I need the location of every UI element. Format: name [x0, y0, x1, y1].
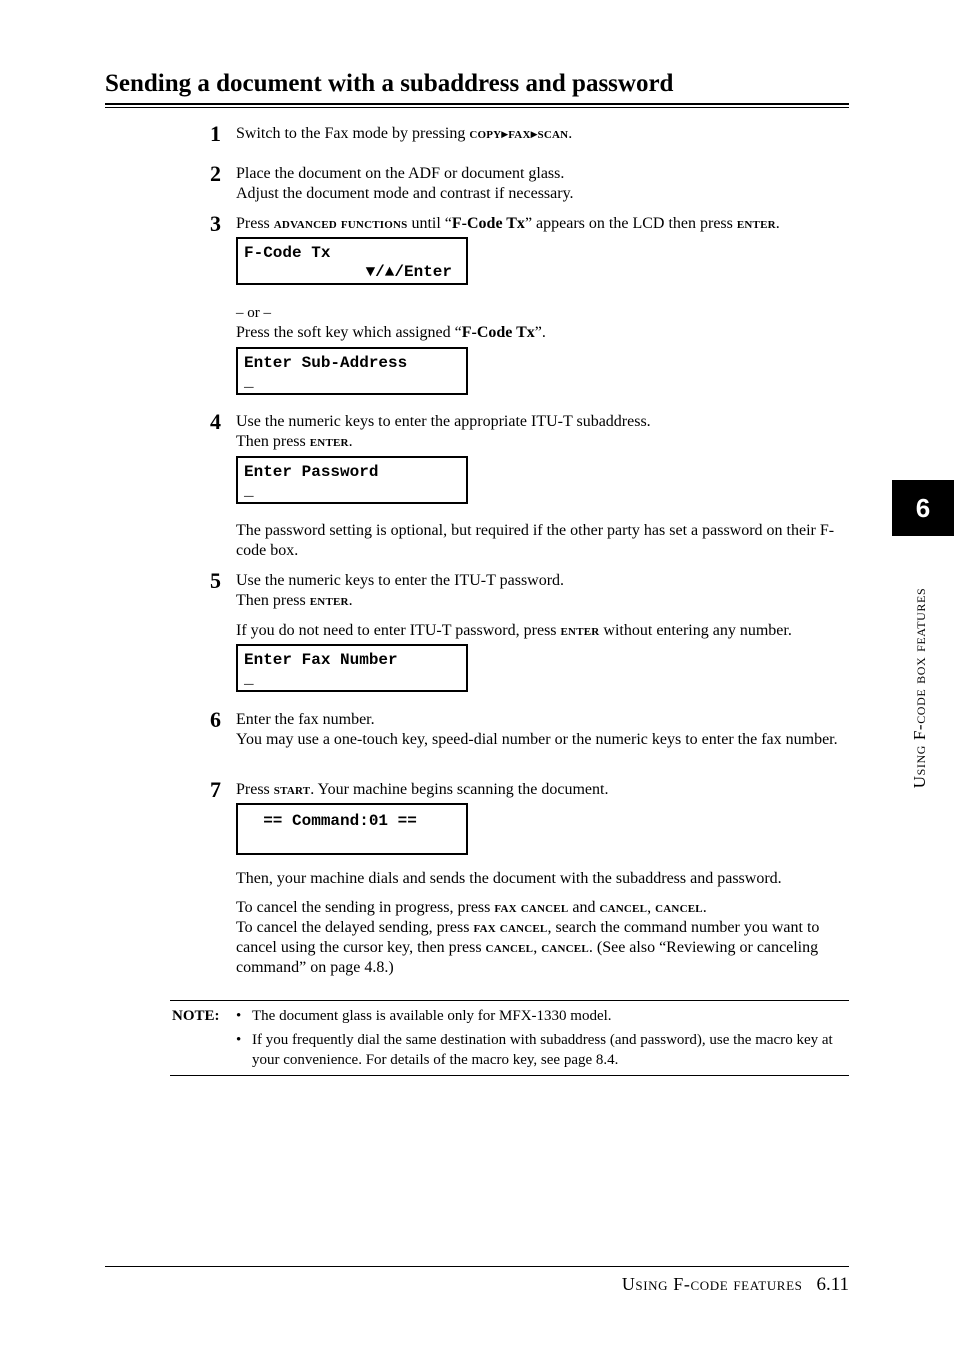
lcd-fcode-tx: F-Code Tx ▼/▲/Enter	[236, 237, 468, 285]
title-rule-thin	[105, 107, 849, 108]
lcd-enter-fax-number: Enter Fax Number _	[236, 644, 468, 692]
step-4-password-note: The password setting is optional, but required if the other party has set a password on their F-code box.	[236, 522, 835, 559]
step-5-skip-note: If you do not need to enter ITU-T password, press enter without entering any number.	[236, 622, 792, 639]
bullet-icon: •	[236, 1032, 242, 1048]
key-scan: scan	[537, 126, 569, 142]
step-number-5: 5	[210, 568, 221, 593]
or-separator: – or –	[236, 305, 271, 321]
key-copy: copy	[469, 126, 502, 142]
key-advanced-functions: advanced functions	[273, 216, 408, 232]
lcd-command: == Command:01 ==	[236, 803, 468, 855]
note-rule-bottom	[170, 1075, 849, 1076]
key-enter: enter	[736, 216, 776, 232]
key-enter: enter	[309, 434, 349, 450]
key-fax-cancel: fax cancel	[494, 900, 569, 916]
note-item-1: The document glass is available only for MFX-1330 model.	[252, 1008, 612, 1024]
arrow-right-icon: ▶	[501, 129, 509, 139]
step-number-3: 3	[210, 211, 221, 236]
step-number-4: 4	[210, 409, 221, 434]
step-number-6: 6	[210, 707, 221, 732]
key-fax: fax	[508, 126, 531, 142]
step-number-7: 7	[210, 777, 221, 802]
step-7-after: Then, your machine dials and sends the document with the subaddress and password.	[236, 870, 782, 887]
footer-rule	[105, 1266, 849, 1267]
step-5-text: Use the numeric keys to enter the ITU-T password. Then press enter.	[236, 572, 565, 609]
key-enter: enter	[309, 593, 349, 609]
title-rule	[105, 103, 849, 105]
page-number: 6.11	[816, 1274, 849, 1295]
step-2-text: Place the document on the ADF or document glass. Adjust the document mode and contrast if necessary.	[236, 165, 574, 202]
chapter-tab: 6	[892, 480, 954, 536]
step-3-soft-key: Press the soft key which assigned “F-Code Tx”.	[236, 324, 546, 341]
footer	[622, 1272, 849, 1297]
step-4-text: Use the numeric keys to enter the appropriate ITU-T subaddress. Then press enter.	[236, 413, 651, 450]
key-cancel: cancel	[541, 940, 589, 956]
step-number-2: 2	[210, 161, 221, 186]
step-6-text: Enter the fax number. You may use a one-touch key, speed-dial number or the numeric keys to enter the fax number.	[236, 711, 838, 748]
side-chapter-label: Using F-code box features	[910, 587, 929, 789]
step-7-text: Press start. Your machine begins scanning the document.	[236, 781, 609, 798]
lcd-enter-sub-address: Enter Sub-Address _	[236, 347, 468, 395]
key-enter: enter	[560, 623, 600, 639]
step-3-text: Press advanced functions until “F-Code Tx” appears on the LCD then press enter.	[236, 215, 780, 232]
key-start: start	[273, 782, 311, 798]
lcd-enter-password: Enter Password _	[236, 456, 468, 504]
note-label: NOTE:	[172, 1008, 220, 1024]
footer-section: Using F-code features	[621, 1274, 803, 1294]
step-1-text: Switch to the Fax mode by pressing copy▶fax▶scan.	[236, 125, 573, 142]
key-fax-cancel: fax cancel	[473, 920, 548, 936]
key-cancel: cancel	[655, 900, 703, 916]
page-title: Sending a document with a subaddress and password	[105, 70, 674, 97]
step-7-cancel: To cancel the sending in progress, press fax cancel and cancel, cancel. To cancel the delayed sending, press fax cancel, search the command number you want to cancel using the cursor key, then press cancel, cancel. (See also “Reviewing or canceling command” on page 4.8.)	[236, 899, 820, 976]
bullet-icon: •	[236, 1008, 242, 1024]
key-cancel: cancel	[485, 940, 534, 956]
step-number-1: 1	[210, 121, 221, 146]
note-item-2: If you frequently dial the same destination with subaddress (and password), use the macro key at your convenience. For details of the macro key, see page 8.4.	[252, 1032, 833, 1068]
arrow-right-icon: ▶	[530, 129, 538, 139]
key-cancel: cancel	[599, 900, 648, 916]
note-rule-top	[170, 1000, 849, 1001]
